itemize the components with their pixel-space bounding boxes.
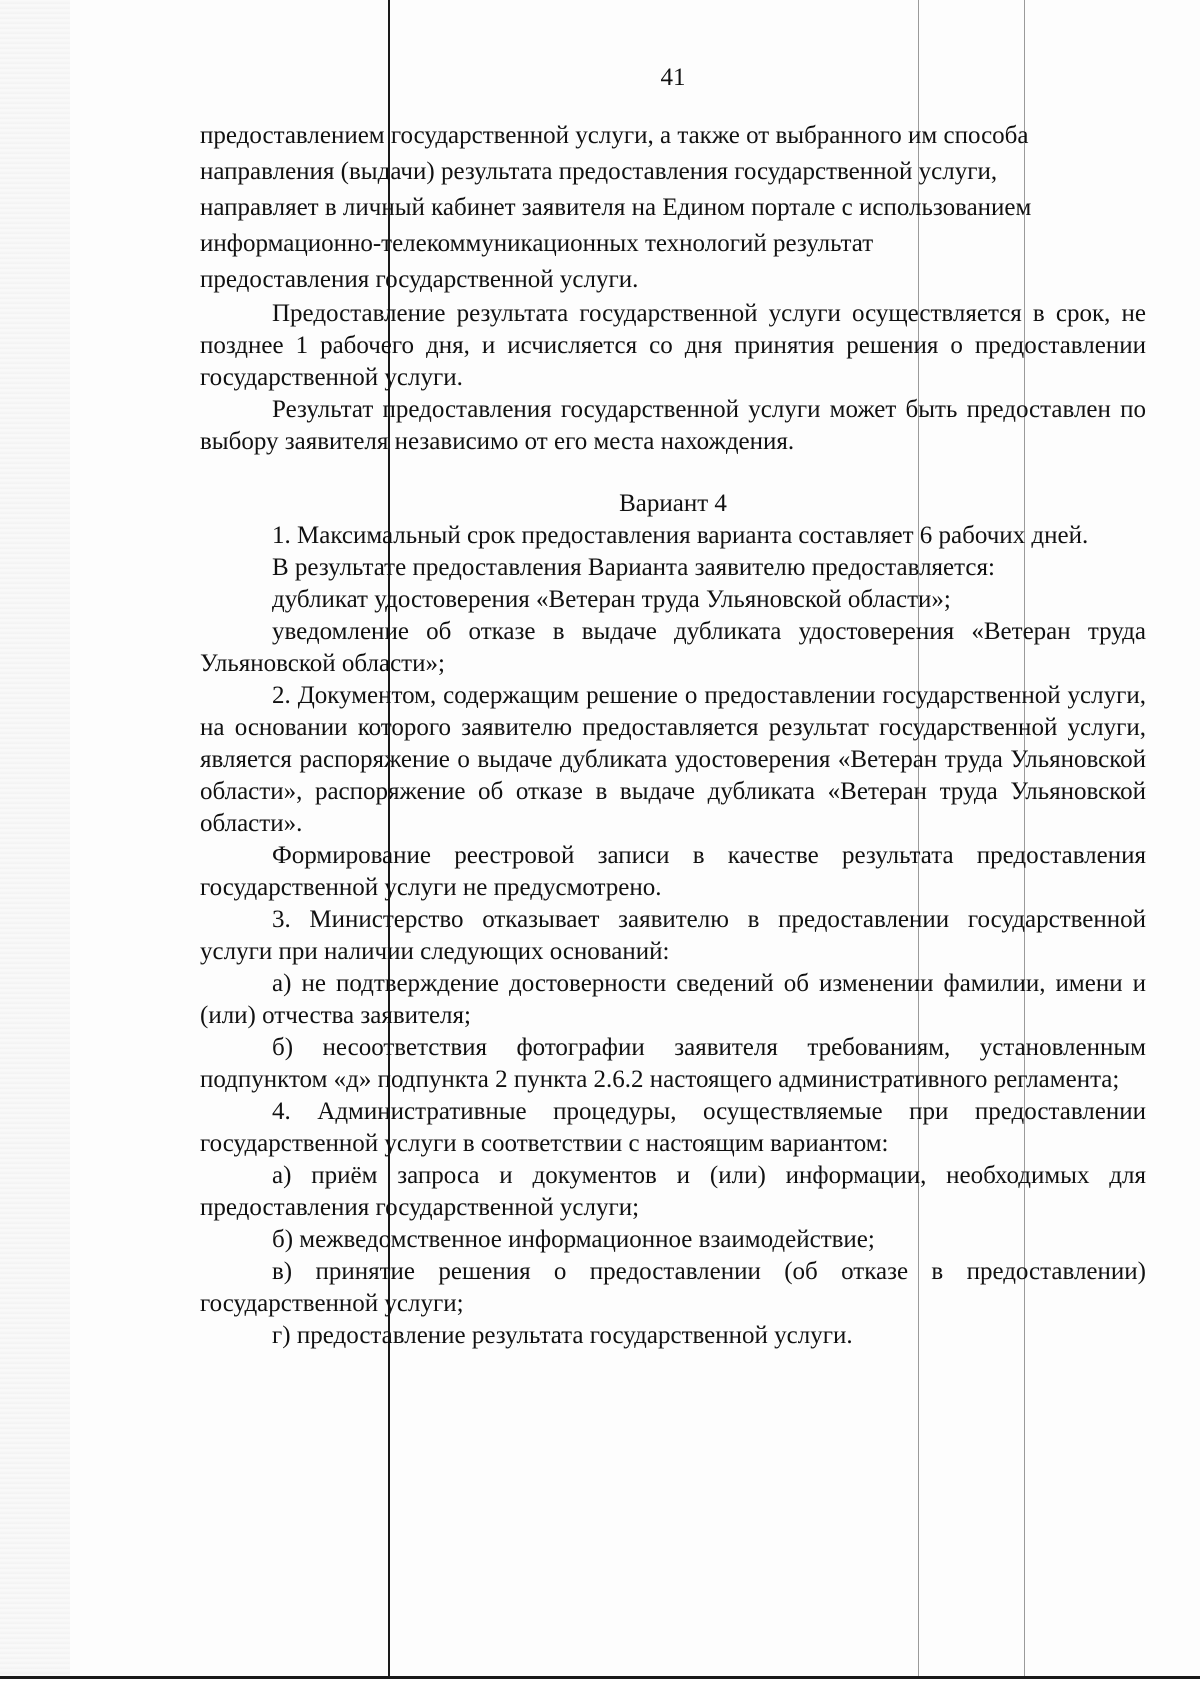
page-number: 41 (660, 64, 686, 91)
intro-line: направляет в личный кабинет заявителя на Едином портале с использованием (200, 194, 1032, 221)
scan-margin-noise (0, 0, 70, 1693)
paragraph: а) не подтверждение достоверности сведений об изменении фамилии, имени и (или) отчества заявителя; (200, 970, 1146, 1029)
paragraph: Результат предоставления государственной услуги может быть предоставлен по выбору заявителя независимо от его места нахождения. (200, 396, 1146, 455)
paragraph: г) предоставление результата государственной услуги. (272, 1322, 853, 1349)
paragraph: 4. Административные процедуры, осуществляемые при предоставлении государственной услуги в соответствии с настоящим вариантом: (200, 1098, 1146, 1157)
intro-line: предоставлением государственной услуги, а также от выбранного им способа (200, 122, 1029, 149)
paragraph: 3. Министерство отказывает заявителю в предоставлении государственной услуги при наличии следующих оснований: (200, 906, 1146, 965)
paragraph: 2. Документом, содержащим решение о предоставлении государственной услуги, на основании которого заявителю предоставляется результат государственной услуги, является распоряжение о выдаче дубликата удостоверения «Ветеран труда Ульяновской области», распоряжение об отказе в выдаче дубликата «Ветеран труда Ульяновской области». (200, 682, 1146, 837)
scan-bottom-edge (0, 1676, 1200, 1696)
paragraph: уведомление об отказе в выдаче дубликата удостоверения «Ветеран труда Ульяновской области»; (200, 618, 1146, 677)
intro-line: предоставления государственной услуги. (200, 266, 639, 293)
paragraph: Предоставление результата государственной услуги осуществляется в срок, не позднее 1 рабочего дня, и исчисляется со дня принятия решения о предоставлении государственной услуги. (200, 300, 1146, 391)
paragraph: В результате предоставления Варианта заявителю предоставляется: (272, 554, 995, 581)
paragraph: в) принятие решения о предоставлении (об отказе в предоставлении) государственной услуги; (200, 1258, 1146, 1317)
intro-line: направления (выдачи) результата предоставления государственной услуги, (200, 158, 998, 185)
paragraph: дубликат удостоверения «Ветеран труда Ульяновской области»; (272, 586, 951, 613)
document-body (200, 62, 1146, 1352)
paragraph: а) приём запроса и документов и (или) информации, необходимых для предоставления государственной услуги; (200, 1162, 1146, 1221)
paragraph: Формирование реестровой записи в качестве результата предоставления государственной услуги не предусмотрено. (200, 842, 1146, 901)
paragraph: б) несоответствия фотографии заявителя требованиям, установленным подпунктом «д» подпункта 2 пункта 2.6.2 настоящего административного регламента; (200, 1034, 1146, 1093)
paragraph: б) межведомственное информационное взаимодействие; (272, 1226, 875, 1253)
intro-line: информационно-телекоммуникационных технологий результат (200, 230, 874, 257)
section-heading: Вариант 4 (619, 490, 727, 517)
paragraph: 1. Максимальный срок предоставления варианта составляет 6 рабочих дней. (272, 522, 1089, 549)
